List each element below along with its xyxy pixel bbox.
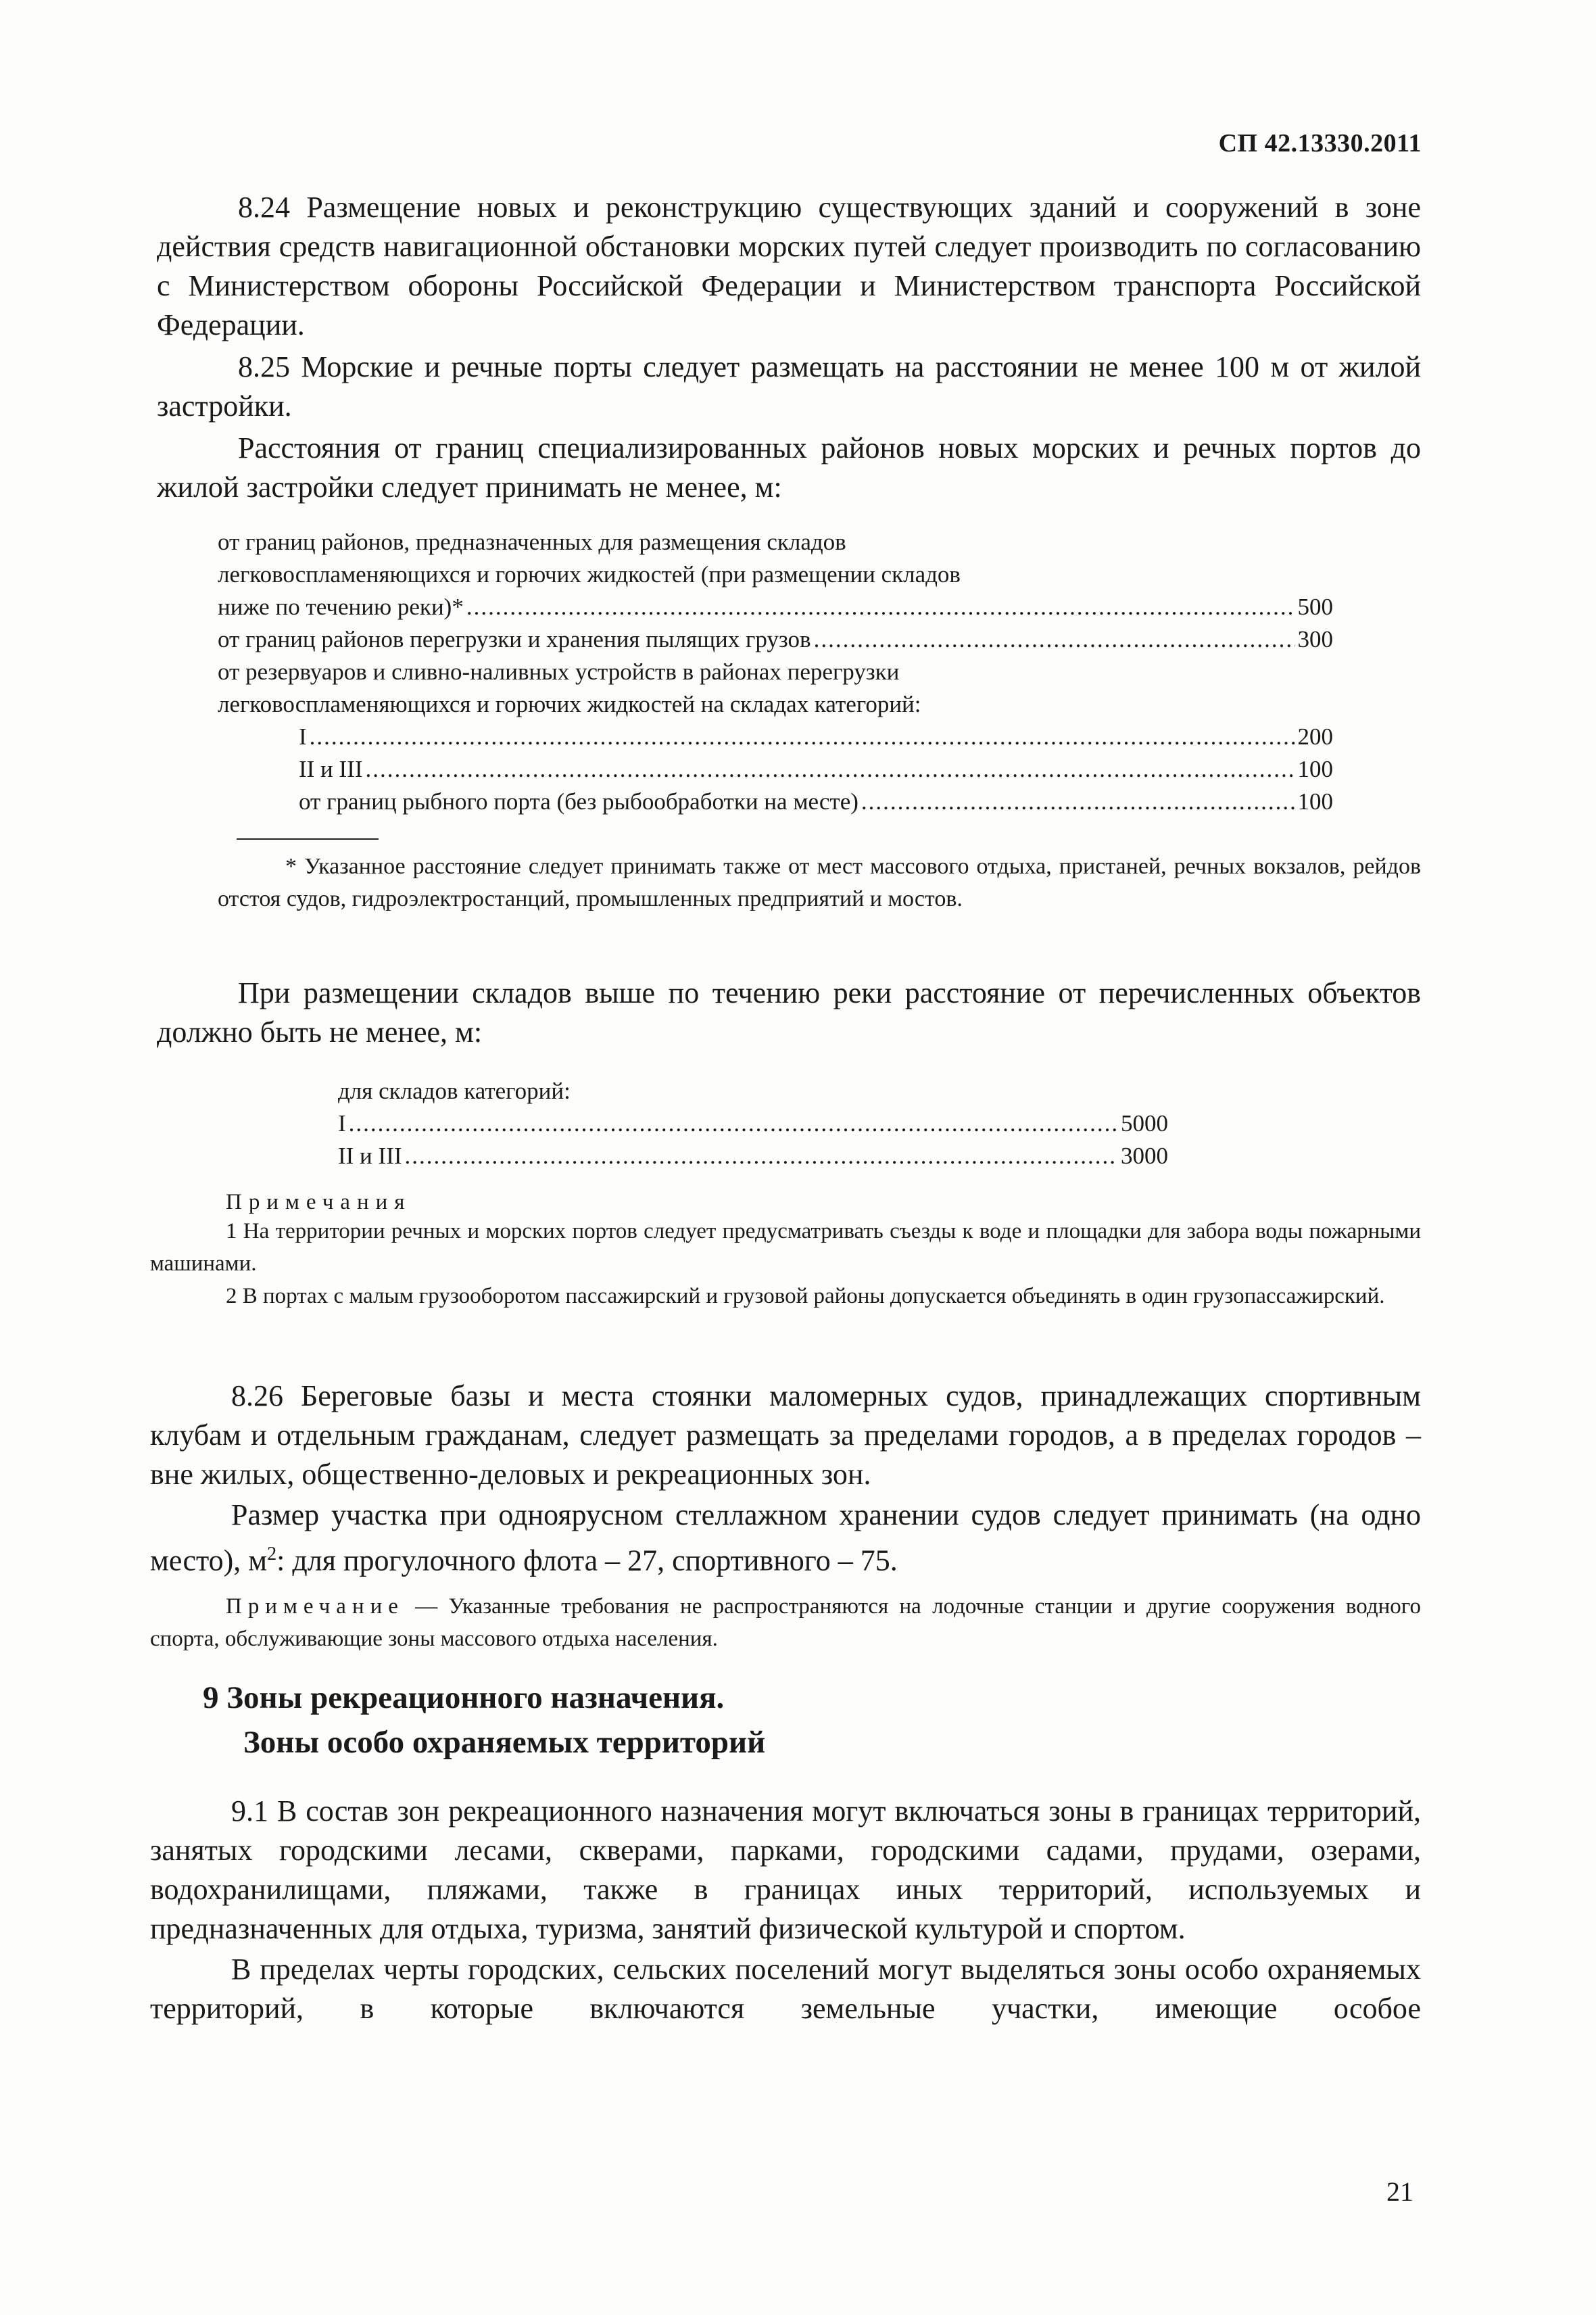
upstream-section: [157, 974, 1421, 1052]
distance-row: [218, 591, 1333, 623]
distance-label: от границ рыбного порта (без рыбообработки на месте): [299, 788, 859, 815]
page-number: 21: [1386, 2176, 1413, 2207]
upstream-value: 5000: [1121, 1110, 1168, 1137]
upstream-caption: для складов категорий:: [338, 1078, 571, 1104]
paragraph-8-26: 8.26 Береговые базы и места стоянки маломерных судов, принадлежащих спортивным клубам и отдельным гражданам, следует размещать за пределами городов, а в пределах городов – вне жилых, общественно-деловых и рекреационных зон.: [150, 1379, 1421, 1491]
distance-label: II и III: [299, 756, 363, 782]
upstream-row: [338, 1140, 1168, 1172]
distance-value: 100: [1297, 788, 1333, 815]
distance-row: [218, 721, 1333, 753]
distance-value: 100: [1297, 756, 1333, 782]
upstream-label: I: [338, 1110, 346, 1137]
upstream-value: 3000: [1121, 1143, 1168, 1169]
distance-row: [218, 786, 1333, 818]
distance-label: I: [299, 723, 307, 750]
upstream-paragraph: При размещении складов выше по течению реки расстояние от перечисленных объектов должно быть не менее, м:: [157, 976, 1421, 1049]
paragraph-boat-storage: [150, 1496, 1421, 1581]
leader-dots: [814, 623, 1295, 656]
superscript: 2: [267, 1544, 277, 1565]
paragraph-8-25-distances: Расстояния от границ специализированных районов новых морских и речных портов до жилой застройки следует принимать не менее, м:: [157, 431, 1421, 504]
distance-value: 500: [1297, 594, 1333, 620]
paragraph-9-1-protected: В пределах черты городских, сельских поселений могут выделяться зоны особо охраняемых территорий, в которые включаются земельные участки, имеющие особое: [150, 1953, 1421, 2025]
footnote-rule: [237, 838, 379, 840]
distance-label: от границ районов перегрузки и хранения пылящих грузов: [218, 626, 811, 652]
distance-line: от границ районов, предназначенных для размещения складов: [218, 529, 846, 555]
footnote: [218, 851, 1421, 915]
boat-storage-text: Размер участка при одноярусном стеллажном хранении судов следует принимать (на одно место), м: [150, 1498, 1421, 1577]
document-code: СП 42.13330.2011: [1218, 129, 1422, 158]
leader-dots: [366, 753, 1295, 786]
distance-row: [218, 623, 1333, 656]
footnote-text: * Указанное расстояние следует принимать также от мест массового отдыха, пристаней, речных вокзалов, рейдов отстоя судов, гидроэлектростанций, промышленных предприятий и мостов.: [218, 854, 1421, 911]
note-text: — Указанные требования не распространяются на лодочные станции и другие сооружения водного спорта, обслуживающие зоны массового отдыха населения.: [150, 1594, 1421, 1651]
upstream-label: II и III: [338, 1143, 402, 1169]
leader-dots: [405, 1140, 1118, 1172]
leader-dots: [310, 721, 1295, 753]
paragraph-8-25: 8.25 Морские и речные порты следует размещать на расстоянии не менее 100 м от жилой застройки.: [157, 350, 1421, 423]
note-label: Примечание: [226, 1594, 404, 1619]
notes-title: Примечания: [226, 1190, 412, 1214]
leader-dots: [861, 786, 1295, 818]
distance-value: 200: [1297, 723, 1333, 750]
distance-line: от резервуаров и сливно-наливных устройств в районах перегрузки: [218, 659, 900, 685]
distance-line: легковоспламеняющихся и горючих жидкостей (при размещении складов: [218, 561, 961, 588]
section-8-26: [150, 1377, 1421, 1655]
paragraph-8-24: 8.24 Размещение новых и реконструкцию существующих зданий и сооружений в зоне действия средств навигационной обстановки морских путей следует производить по согласованию с Министерством обороны Российской Федерации и Министерством транспорта Российской Федерации.: [157, 191, 1421, 341]
boat-storage-text-end: : для прогулочного флота – 27, спортивного – 75.: [276, 1544, 898, 1577]
distance-row: [218, 753, 1333, 786]
section-8-24-25: [157, 188, 1421, 507]
distance-value: 300: [1297, 626, 1333, 652]
upstream-list: [338, 1075, 1168, 1172]
note-8-26: [150, 1590, 1421, 1655]
note-1: 1 На территории речных и морских портов следует предусматривать съезды к воде и площадки для забора воды пожарными машинами.: [150, 1219, 1421, 1276]
distance-list: [218, 526, 1333, 818]
upstream-row: [338, 1107, 1168, 1140]
section-9-title-line-2: Зоны особо охраняемых территорий: [243, 1725, 766, 1760]
notes-block: [150, 1190, 1421, 1312]
section-9-1: [150, 1792, 1421, 2028]
leader-dots: [349, 1107, 1118, 1140]
note-2: 2 В портах с малым грузооборотом пассажирский и грузовой районы допускается объединять в один грузопассажирский.: [226, 1284, 1385, 1308]
leader-dots: [466, 591, 1295, 623]
paragraph-9-1: 9.1 В состав зон рекреационного назначения могут включаться зоны в границах территорий, занятых городскими лесами, скверами, парками, городскими садами, прудами, озерами, водохранилищами, пляжами, также в границах иных территорий, используемых и предназначенных для отдыха, туризма, занятий физической культурой и спортом.: [150, 1794, 1421, 1945]
distance-label: ниже по течению реки)*: [218, 594, 464, 620]
section-9-title-line-1: 9 Зоны рекреационного назначения.: [203, 1680, 725, 1715]
distance-line: легковоспламеняющихся и горючих жидкостей на складах категорий:: [218, 691, 921, 717]
